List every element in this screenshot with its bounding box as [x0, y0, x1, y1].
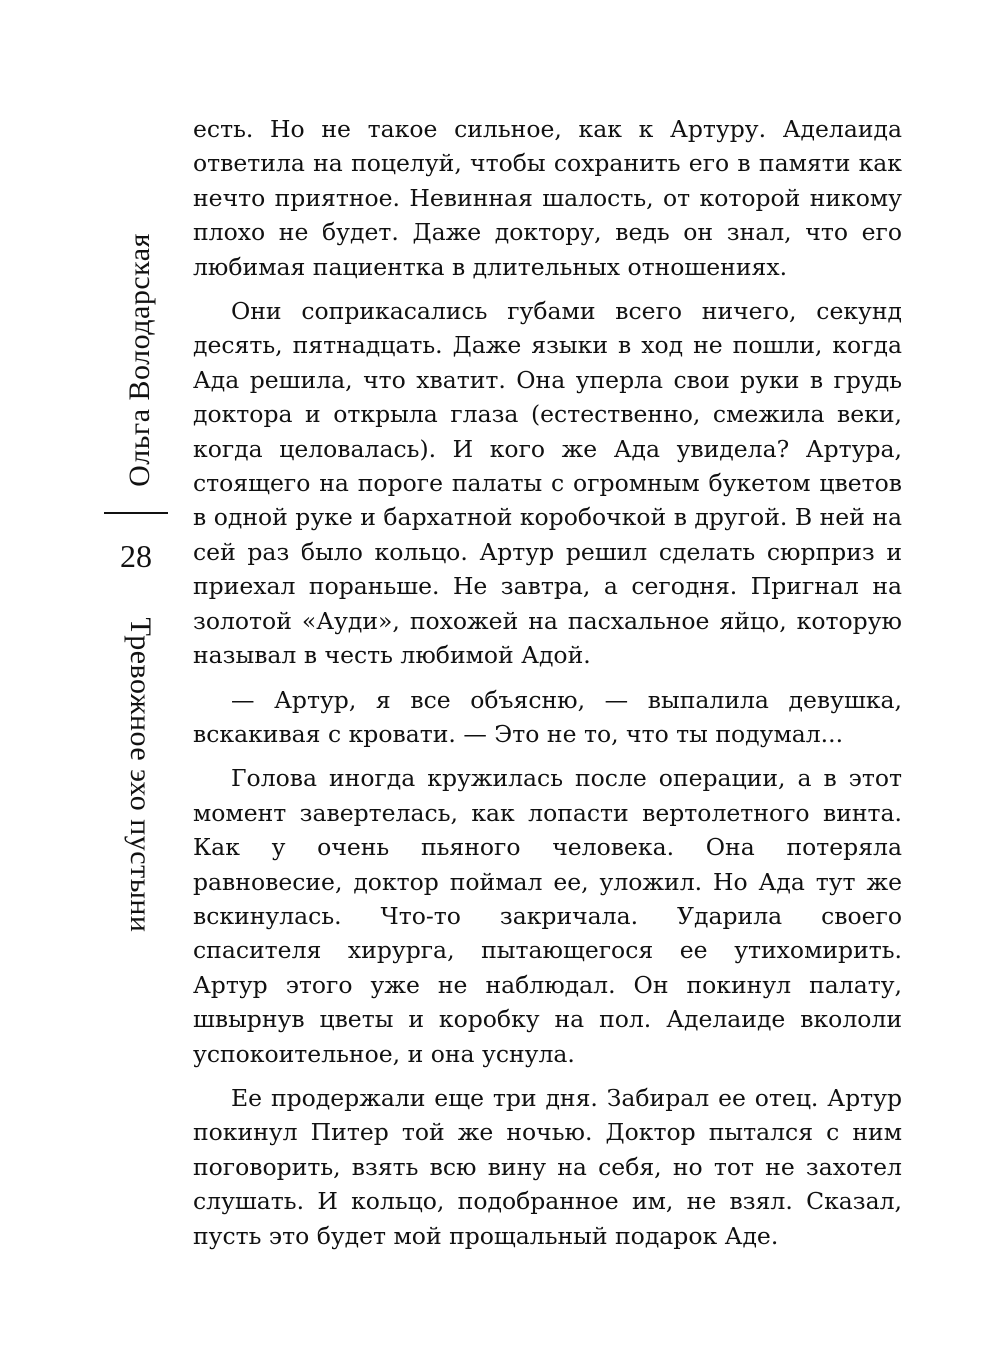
book-title: Тревожное эхо пустыни [124, 617, 157, 933]
paragraph-1: есть. Но не такое сильное, как к Артуру. Аделаида ответила на поцелуй, чтобы сохранить его в памяти как нечто приятное. Невинная шалость, от которой никому плохо не будет. Даже доктору, ведь он знал, что его любимая пациентка в длительных отношениях. [193, 115, 902, 281]
page-number: 28 [120, 538, 152, 574]
body-text [193, 112, 902, 1263]
running-head-divider [104, 512, 168, 514]
paragraph-2: Они соприкасались губами всего ничего, секунд десять, пятнадцать. Даже языки в ход не пошли, когда Ада решила, что хватит. Она уперла свои руки в грудь доктора и открыла глаза (естественно, смежила веки, когда целовалась). И кого же Ада увидела? Артура, стоящего на пороге палаты с огромным букетом цветов в одной руке и бархатной коробочкой в другой. В ней на сей раз было кольцо. Артур решил сделать сюрприз и приехал пораньше. Не завтра, а сегодня. Пригнал на золотой «Ауди», похожей на пасхальное яйцо, которую называл в честь любимой Адой. [193, 297, 902, 670]
paragraph-3: — Артур, я все объясню, — выпалила девушка, вскакивая с кровати. — Это не то, что ты подумал... [193, 685, 902, 748]
author-name: Ольга Володарская [123, 233, 156, 487]
paragraph-5: Ее продержали еще три дня. Забирал ее отец. Артур покинул Питер той же ночью. Доктор пытался с ним поговорить, взять всю вину на себя, но тот не захотел слушать. И кольцо, подобранное им, не взял. Сказал, пусть это будет мой прощальный подарок Аде. [193, 1083, 902, 1250]
paragraph-4: Голова иногда кружилась после операции, а в этот момент завертелась, как лопасти вертолетного винта. Как у очень пьяного человека. Она потеряла равновесие, доктор поймал ее, уложил. Но Ада тут же вскинулась. Что-то закричала. Ударила своего спасителя хирурга, пытающегося ее утихомирить. Артур этого уже не наблюдал. Он покинул палату, швырнув цветы и коробку на пол. Аделаиде вкололи успокоительное, и она уснула. [193, 764, 902, 1068]
running-head [100, 220, 180, 940]
